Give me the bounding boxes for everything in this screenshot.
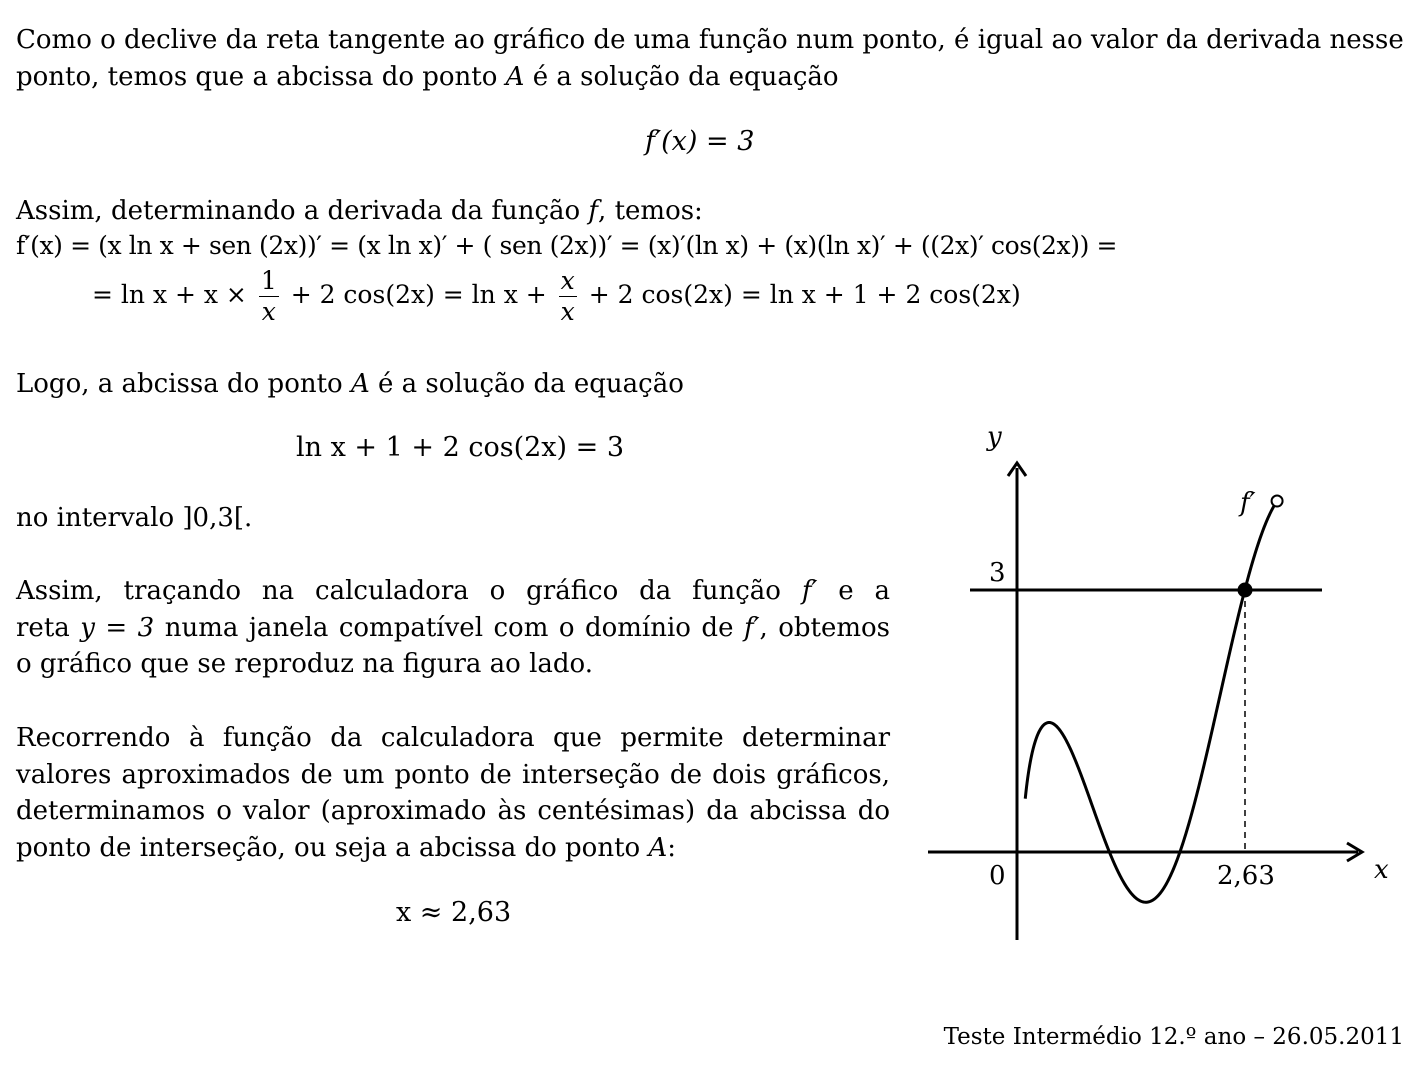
fraction-one-over-x: $\frac{1}{x}$ [260, 266, 277, 326]
intro-line-1: Como o declive da reta tangente ao gráfico de uma função num ponto, é igual ao valor da derivada nesse [16, 25, 1404, 55]
point-a-symbol: A [505, 61, 525, 92]
derivative-line-2: = ln x + x × $\frac{1}{x}$ + 2 cos(2x) = ln x + $\frac{x}{x}$ + 2 cos(2x) = ln x + 1 + 2 cos(2x) [92, 266, 1021, 326]
rec-line-3: determinamos o valor (aproximado às centésimas) da abcissa do [16, 796, 890, 826]
calc-line-3: o gráfico que se reproduz na figura ao lado. [16, 649, 594, 679]
rec-line-2: valores aproximados de um ponto de interseção de dois gráficos, [16, 759, 890, 790]
point-a-symbol: A [350, 369, 370, 399]
y-axis-label: y [987, 422, 1002, 452]
equation-f-prime-equals-3: f′(x) = 3 [645, 126, 755, 157]
rec-line-4: ponto de interseção, ou seja a abcissa do ponto A: [16, 832, 676, 863]
point-a-symbol: A [648, 832, 668, 863]
result-equation: x ≈ 2,63 [396, 897, 512, 928]
function-f-symbol: f [588, 196, 599, 226]
x-tick-2-63-label: 2,63 [1217, 861, 1275, 891]
f-prime-curve [1025, 501, 1277, 902]
footer-source: Teste Intermédio 12.º ano – 26.05.2011 [943, 1024, 1404, 1050]
interval-text: no intervalo ]0,3[. [16, 503, 253, 533]
logo-paragraph: Logo, a abcissa do ponto A é a solução da equação [16, 369, 684, 399]
fraction-x-over-x: $\frac{x}{x}$ [560, 266, 575, 326]
curve-label: f′ [1240, 488, 1256, 518]
equation-ln-cos: ln x + 1 + 2 cos(2x) = 3 [296, 432, 625, 463]
intro-line-2-end: é a solução da equação [524, 61, 839, 92]
calc-line-1: Assim, traçando na calculadora o gráfico da função f′ e a [16, 576, 891, 606]
intersection-point [1238, 583, 1253, 598]
origin-label: 0 [989, 861, 1006, 891]
rec-line-1: Recorrendo à função da calculadora que permite determinar [16, 723, 890, 753]
derivative-line-1: f′(x) = (x ln x + sen (2x))′ = (x ln x)′ + ( sen (2x))′ = (x)′(ln x) + (x)(ln x)′ + ((2x)′ cos(2x)) = [16, 231, 1118, 260]
open-endpoint [1272, 496, 1283, 507]
calc-line-2: reta y = 3 numa janela compatível com o domínio de f′, obtemos [16, 612, 891, 643]
x-axis-label: x [1374, 855, 1389, 885]
intro-line-2-start: ponto, temos que a abcissa do ponto [16, 61, 506, 92]
y-tick-3-label: 3 [989, 558, 1006, 588]
derivative-intro: Assim, determinando a derivada da função f, temos: [16, 196, 703, 226]
